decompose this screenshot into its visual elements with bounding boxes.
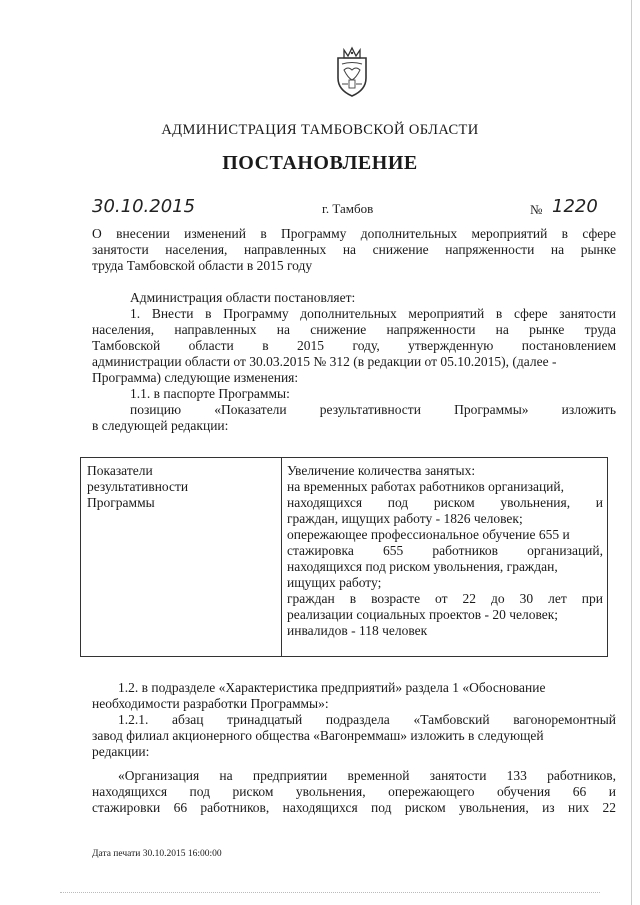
body-line: редакции: xyxy=(92,744,150,759)
table-right-cell-line: ищущих работу; xyxy=(287,575,382,590)
body-line: находящихся под риском увольнения, опережающего обучения 66 и xyxy=(92,784,616,799)
table-right-cell-line: инвалидов - 118 человек xyxy=(287,623,428,638)
table-right-cell-line: опережающее профессиональное обучение 655 и xyxy=(287,527,570,542)
document-number-label: № xyxy=(530,202,543,217)
body-line: «Организация на предприятии временной занятости 133 работников, xyxy=(118,768,616,783)
table-right-cell-line: реализации социальных проектов - 20 человек; xyxy=(287,607,559,622)
table-right-cell-line: граждан, ищущих работу - 1826 человек; xyxy=(287,511,523,526)
table-right-cell-line: на временных работах работников организаций, xyxy=(287,479,565,494)
body-line: 1.1. в паспорте Программы: xyxy=(130,386,290,401)
document-date: 30.10.2015 xyxy=(92,196,196,217)
table-right-cell-line: стажировка 655 работников организаций, xyxy=(287,543,603,558)
table-left-cell-line: Программы xyxy=(87,495,155,510)
scan-edge xyxy=(631,0,632,905)
table-divider xyxy=(281,458,282,656)
indicators-table xyxy=(80,457,608,657)
subject-line: занятости населения, направленных на снижение напряженности на рынке xyxy=(92,242,616,257)
subject-line: О внесении изменений в Программу дополнительных мероприятий в сфере xyxy=(92,226,616,241)
table-right-cell-line: находящихся под риском увольнения, граждан, xyxy=(287,559,558,574)
table-right-cell-line: граждан в возрасте от 22 до 30 лет при xyxy=(287,591,603,606)
body-line: Администрация области постановляет: xyxy=(130,290,356,305)
body-line: позицию «Показатели результативности Программы» изложить xyxy=(130,402,616,417)
document-city: г. Тамбов xyxy=(322,201,374,216)
table-left-cell-line: Показатели xyxy=(87,463,153,478)
coat-of-arms-icon xyxy=(330,44,374,98)
table-left-cell-line: результативности xyxy=(87,479,189,494)
body-line: стажировки 66 работников, находящихся под риском увольнения, из них 22 xyxy=(92,800,616,815)
document-title: ПОСТАНОВЛЕНИЕ xyxy=(222,152,418,174)
body-line: необходимости разработки Программы»: xyxy=(92,696,329,711)
subject-line: труда Тамбовской области в 2015 году xyxy=(92,258,313,273)
body-line: Программа) следующие изменения: xyxy=(92,370,299,385)
body-line: 1.2. в подразделе «Характеристика предприятий» раздела 1 «Обоснование xyxy=(118,680,546,695)
table-right-cell-line: находящихся под риском увольнения, и xyxy=(287,495,603,510)
body-line: 1.2.1. абзац тринадцатый подраздела «Тамбовский вагоноремонтный xyxy=(118,712,616,727)
body-line: завод филиал акционерного общества «Вагонреммаш» изложить в следующей xyxy=(92,728,544,743)
body-line: Тамбовской области в 2015 году, утвержденную постановлением xyxy=(92,338,616,353)
document-number: 1220 xyxy=(552,196,598,217)
organization-name: АДМИНИСТРАЦИЯ ТАМБОВСКОЙ ОБЛАСТИ xyxy=(161,122,479,138)
scan-artifact xyxy=(60,892,600,893)
table-right-cell-line: Увеличение количества занятых: xyxy=(287,463,476,478)
body-line: 1. Внести в Программу дополнительных мероприятий в сфере занятости xyxy=(130,306,616,321)
body-line: населения, направленных на снижение напряженности на рынке труда xyxy=(92,322,616,337)
print-date: Дата печати 30.10.2015 16:00:00 xyxy=(92,849,222,859)
body-line: администрации области от 30.03.2015 № 312 (в редакции от 05.10.2015), (далее - xyxy=(92,354,557,369)
body-line: в следующей редакции: xyxy=(92,418,229,433)
